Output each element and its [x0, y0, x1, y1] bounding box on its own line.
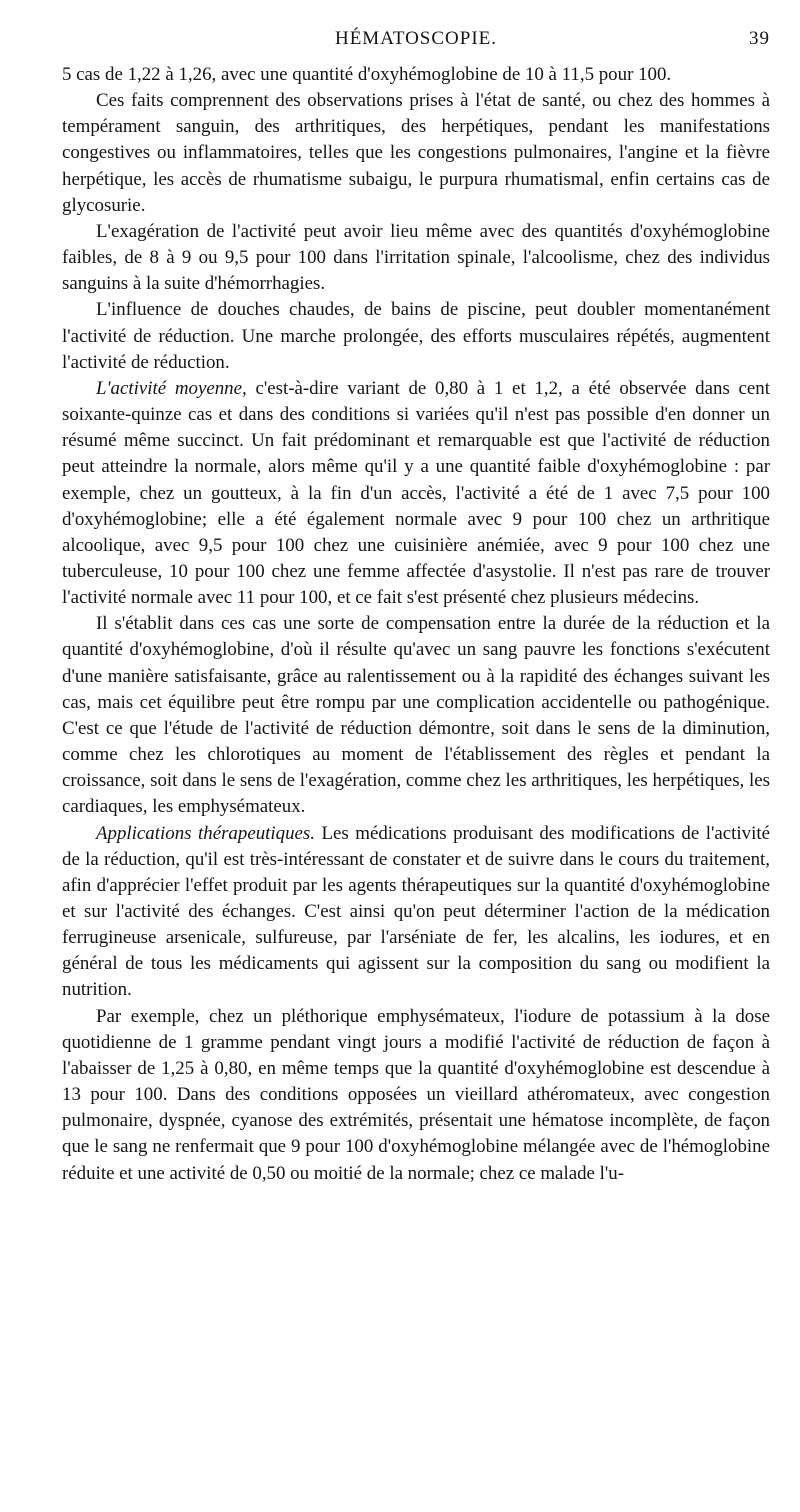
paragraph-5-italic-lead: L'activité moyenne, — [96, 377, 247, 399]
paragraph-1-text: 5 cas de 1,22 à 1,26, avec une quantité d'oxyhémoglobine de 10 à 11,5 pour 100. — [62, 64, 672, 85]
paragraph-7-text: Les médications produisant des modifications de l'activité de la réduction, qu'il est très-intéressant de constater et de suivre dans le cours du traitement, afin d'apprécier l'effet produit par les agents thérapeutiques sur la quantité d'oxyhémoglobine et sur l'activité des échanges. C'est ainsi qu'on peut déterminer l'action de la médication ferrugineuse arsenicale, sulfureuse, par l'arséniate de fer, les alcalins, les iodures, et en général de tous les médicaments qui agissent sur la composition du sang ou modifient la nutrition. — [62, 822, 770, 1001]
paragraph-8-text: Par exemple, chez un pléthorique emphysémateux, l'iodure de potassium à la dose quotidienne de 1 gramme pendant vingt jours a modifié l'activité de réduction de façon à l'abaisser de 1,25 à 0,80, en même temps que la quantité d'oxyhémoglobine est descendue à 13 pour 100. Dans des conditions opposées un vieillard athéromateux, avec congestion pulmonaire, dyspnée, cyanose des extrémités, présentait une hématose incomplète, de façon que le sang ne renfermait que 9 pour 100 d'oxyhémoglobine mélangée avec de l'hémoglobine réduite et une activité de 0,50 ou moitié de la normale; chez ce malade l'u- — [62, 1005, 770, 1184]
paragraph-2 — [62, 88, 770, 219]
paragraph-6-text: Il s'établit dans ces cas une sorte de compensation entre la durée de la réduction et la quantité d'oxyhémoglobine, d'où il résulte qu'avec un sang pauvre les fonctions s'exécutent d'une manière satisfaisante, grâce au ralentissement ou à la rapidité des échanges suivant les cas, mais cet équilibre peut être rompu par une complication accidentelle ou pathogénique. C'est ce que l'étude de l'activité de réduction démontre, soit dans le sens de la diminution, comme chez les chlorotiques au moment de l'établissement des règles et pendant la croissance, soit dans le sens de l'exagération, comme chez les arthritiques, les herpétiques, les cardiaques, les emphysémateux. — [62, 613, 770, 818]
paragraph-4 — [62, 297, 770, 375]
paragraph-7-italic-lead: Applications thérapeutiques. — [96, 822, 315, 844]
paragraph-4-text: L'influence de douches chaudes, de bains de piscine, peut doubler momentanément l'activité de réduction. Une marche prolongée, des efforts musculaires répétés, augmentent l'activité de réduction. — [62, 299, 770, 373]
running-title: HÉMATOSCOPIE. — [334, 28, 498, 49]
paragraph-3 — [62, 219, 770, 297]
paragraph-1 — [62, 62, 770, 88]
page-number: 39 — [749, 28, 770, 49]
body-text — [62, 62, 770, 1187]
paragraph-7 — [62, 821, 770, 1004]
paragraph-2-text: Ces faits comprennent des observations prises à l'état de santé, ou chez des hommes à tempérament sanguin, des arthritiques, des herpétiques, pendant les manifestations congestives ou inflammatoires, telles que les congestions pulmonaires, l'angine et la fièvre herpétique, les accès de rhumatisme subaigu, le purpura rhumatismal, enfin certains cas de glycosurie. — [62, 90, 770, 216]
paragraph-3-text: L'exagération de l'activité peut avoir lieu même avec des quantités d'oxyhémoglobine faibles, de 8 à 9 ou 9,5 pour 100 dans l'irritation spinale, l'alcoolisme, chez des individus sanguins à la suite d'hémorrhagies. — [62, 220, 770, 295]
paragraph-6 — [62, 611, 770, 820]
paragraph-8 — [62, 1004, 770, 1187]
paragraph-5-text: c'est-à-dire variant de 0,80 à 1 et 1,2, a été observée dans cent soixante-quinze cas et dans des conditions si variées qu'il n'est pas possible d'en donner un résumé même succinct. Un fait prédominant et remarquable est que l'activité de réduction peut atteindre la normale, alors même qu'il y a une quantité faible d'oxyhémoglobine : par exemple, chez un goutteux, à la fin d'un accès, l'activité a été de 1 avec 7,5 pour 100 d'oxyhémoglobine; elle a été également normale avec 9 pour 100 chez un arthritique alcoolique, avec 9,5 pour 100 chez une cuisinière anémiée, avec 9 pour 100 chez une tuberculeuse, 10 pour 100 chez une femme affectée d'asystolie. Il n'est pas rare de trouver l'activité normale avec 11 pour 100, et ce fait s'est présenté chez plusieurs médecins. — [62, 377, 770, 609]
book-page — [62, 28, 770, 1187]
running-header — [62, 28, 770, 54]
paragraph-5 — [62, 376, 770, 611]
